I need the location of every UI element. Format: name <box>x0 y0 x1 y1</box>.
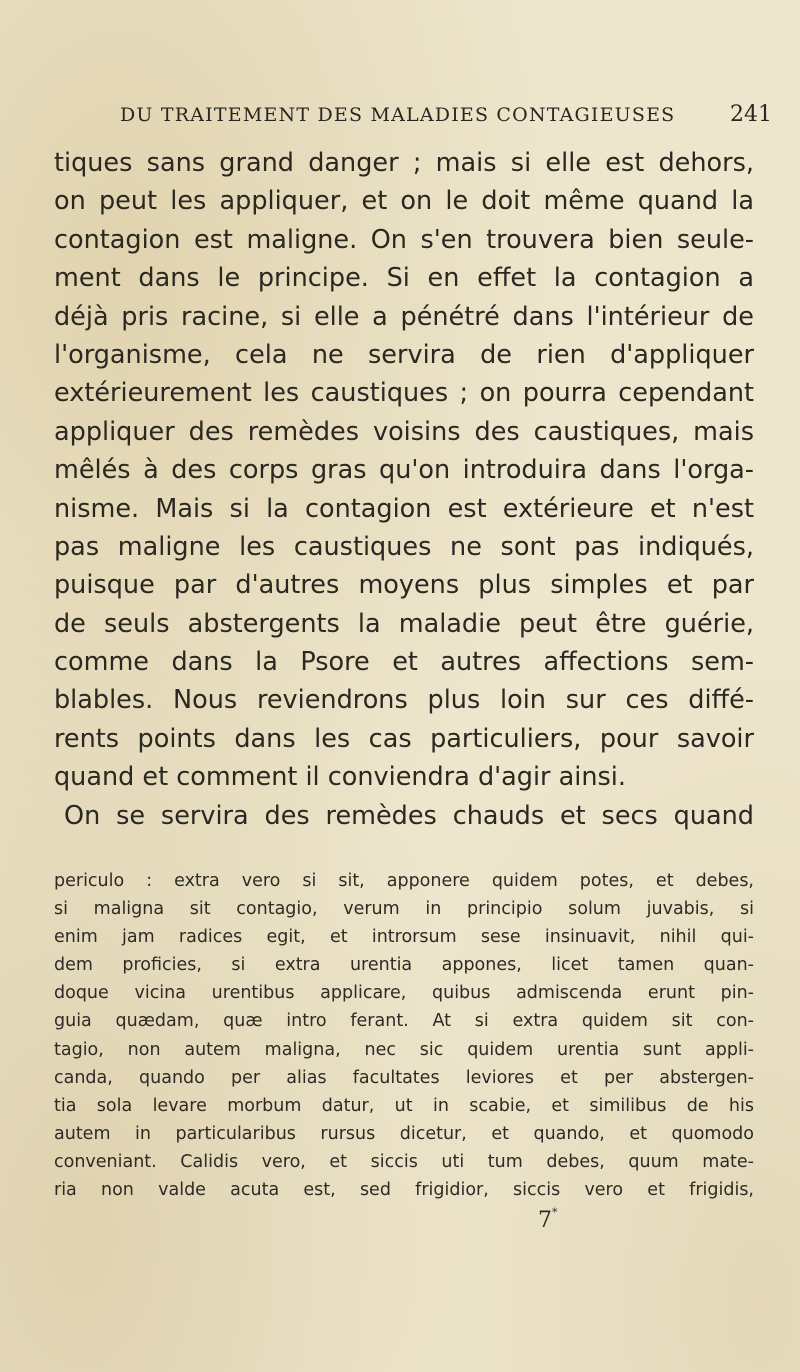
french-line: appliquer des remèdes voisins des caustiques, mais <box>54 416 754 447</box>
french-line: nisme. Mais si la contagion est extérieure et n'est <box>54 493 754 524</box>
french-line: on peut les appliquer, et on le doit même quand la <box>54 186 754 217</box>
latin-line: tagio, non autem maligna, nec sic quidem urentia sunt appli- <box>54 1039 754 1060</box>
french-line: blables. Nous reviendrons plus loin sur ces diffé- <box>54 685 754 716</box>
latin-line: conveniant. Calidis vero, et siccis uti tum debes, quum mate- <box>54 1151 754 1172</box>
signature-number: 7 <box>538 1208 552 1233</box>
french-line: l'organisme, cela ne servira de rien d'appliquer <box>54 339 754 370</box>
latin-line: guia quædam, quæ intro ferant. At si extra quidem sit con- <box>54 1011 754 1032</box>
french-text-block <box>54 144 754 835</box>
french-line: mêlés à des corps gras qu'on introduira dans l'orga- <box>54 455 754 486</box>
french-line: puisque par d'autres moyens plus simples et par <box>54 570 754 601</box>
french-line: comme dans la Psore et autres affections sem- <box>54 647 754 678</box>
latin-line: periculo : extra vero si sit, apponere quidem potes, et debes, <box>54 871 754 891</box>
french-line: quand et comment il conviendra d'agir ainsi. <box>54 762 626 793</box>
latin-line: dem proficies, si extra urentia appones, licet tamen quan- <box>54 955 754 976</box>
page-number: 241 <box>730 102 772 127</box>
latin-line: si maligna sit contagio, verum in principio solum juvabis, si <box>54 899 754 920</box>
signature-mark <box>538 1208 558 1233</box>
latin-line: autem in particularibus rursus dicetur, et quando, et quomodo <box>54 1123 754 1144</box>
running-title: DU TRAITEMENT DES MALADIES CONTAGIEUSES <box>120 104 676 126</box>
running-header <box>120 102 780 132</box>
signature-asterisk: * <box>552 1206 558 1219</box>
latin-line: enim jam radices egit, et introrsum sese insinuavit, nihil qui- <box>54 927 754 948</box>
latin-line: tia sola levare morbum datur, ut in scabie, et similibus de his <box>54 1095 754 1116</box>
french-line: tiques sans grand danger ; mais si elle est dehors, <box>54 148 754 178</box>
latin-line: canda, quando per alias facultates leviores et per abstergen- <box>54 1067 754 1088</box>
latin-line: doque vicina urentibus applicare, quibus admiscenda erunt pin- <box>54 983 754 1004</box>
french-line: déjà pris racine, si elle a pénétré dans l'intérieur de <box>54 301 754 332</box>
french-line: de seuls abstergents la maladie peut être guérie, <box>54 608 754 639</box>
latin-line: ria non valde acuta est, sed frigidior, siccis vero et frigidis, <box>54 1180 754 1201</box>
french-line: ment dans le principe. Si en effet la contagion a <box>54 263 754 294</box>
french-line: On se servira des remèdes chauds et secs quand <box>64 800 754 831</box>
french-line: pas maligne les caustiques ne sont pas indiqués, <box>54 531 754 562</box>
french-line: rents points dans les cas particuliers, pour savoir <box>54 723 754 754</box>
latin-footnote-block <box>54 867 754 1204</box>
french-line: extérieurement les caustiques ; on pourra cependant <box>54 378 754 409</box>
french-line: contagion est maligne. On s'en trouvera bien seule- <box>54 224 754 255</box>
